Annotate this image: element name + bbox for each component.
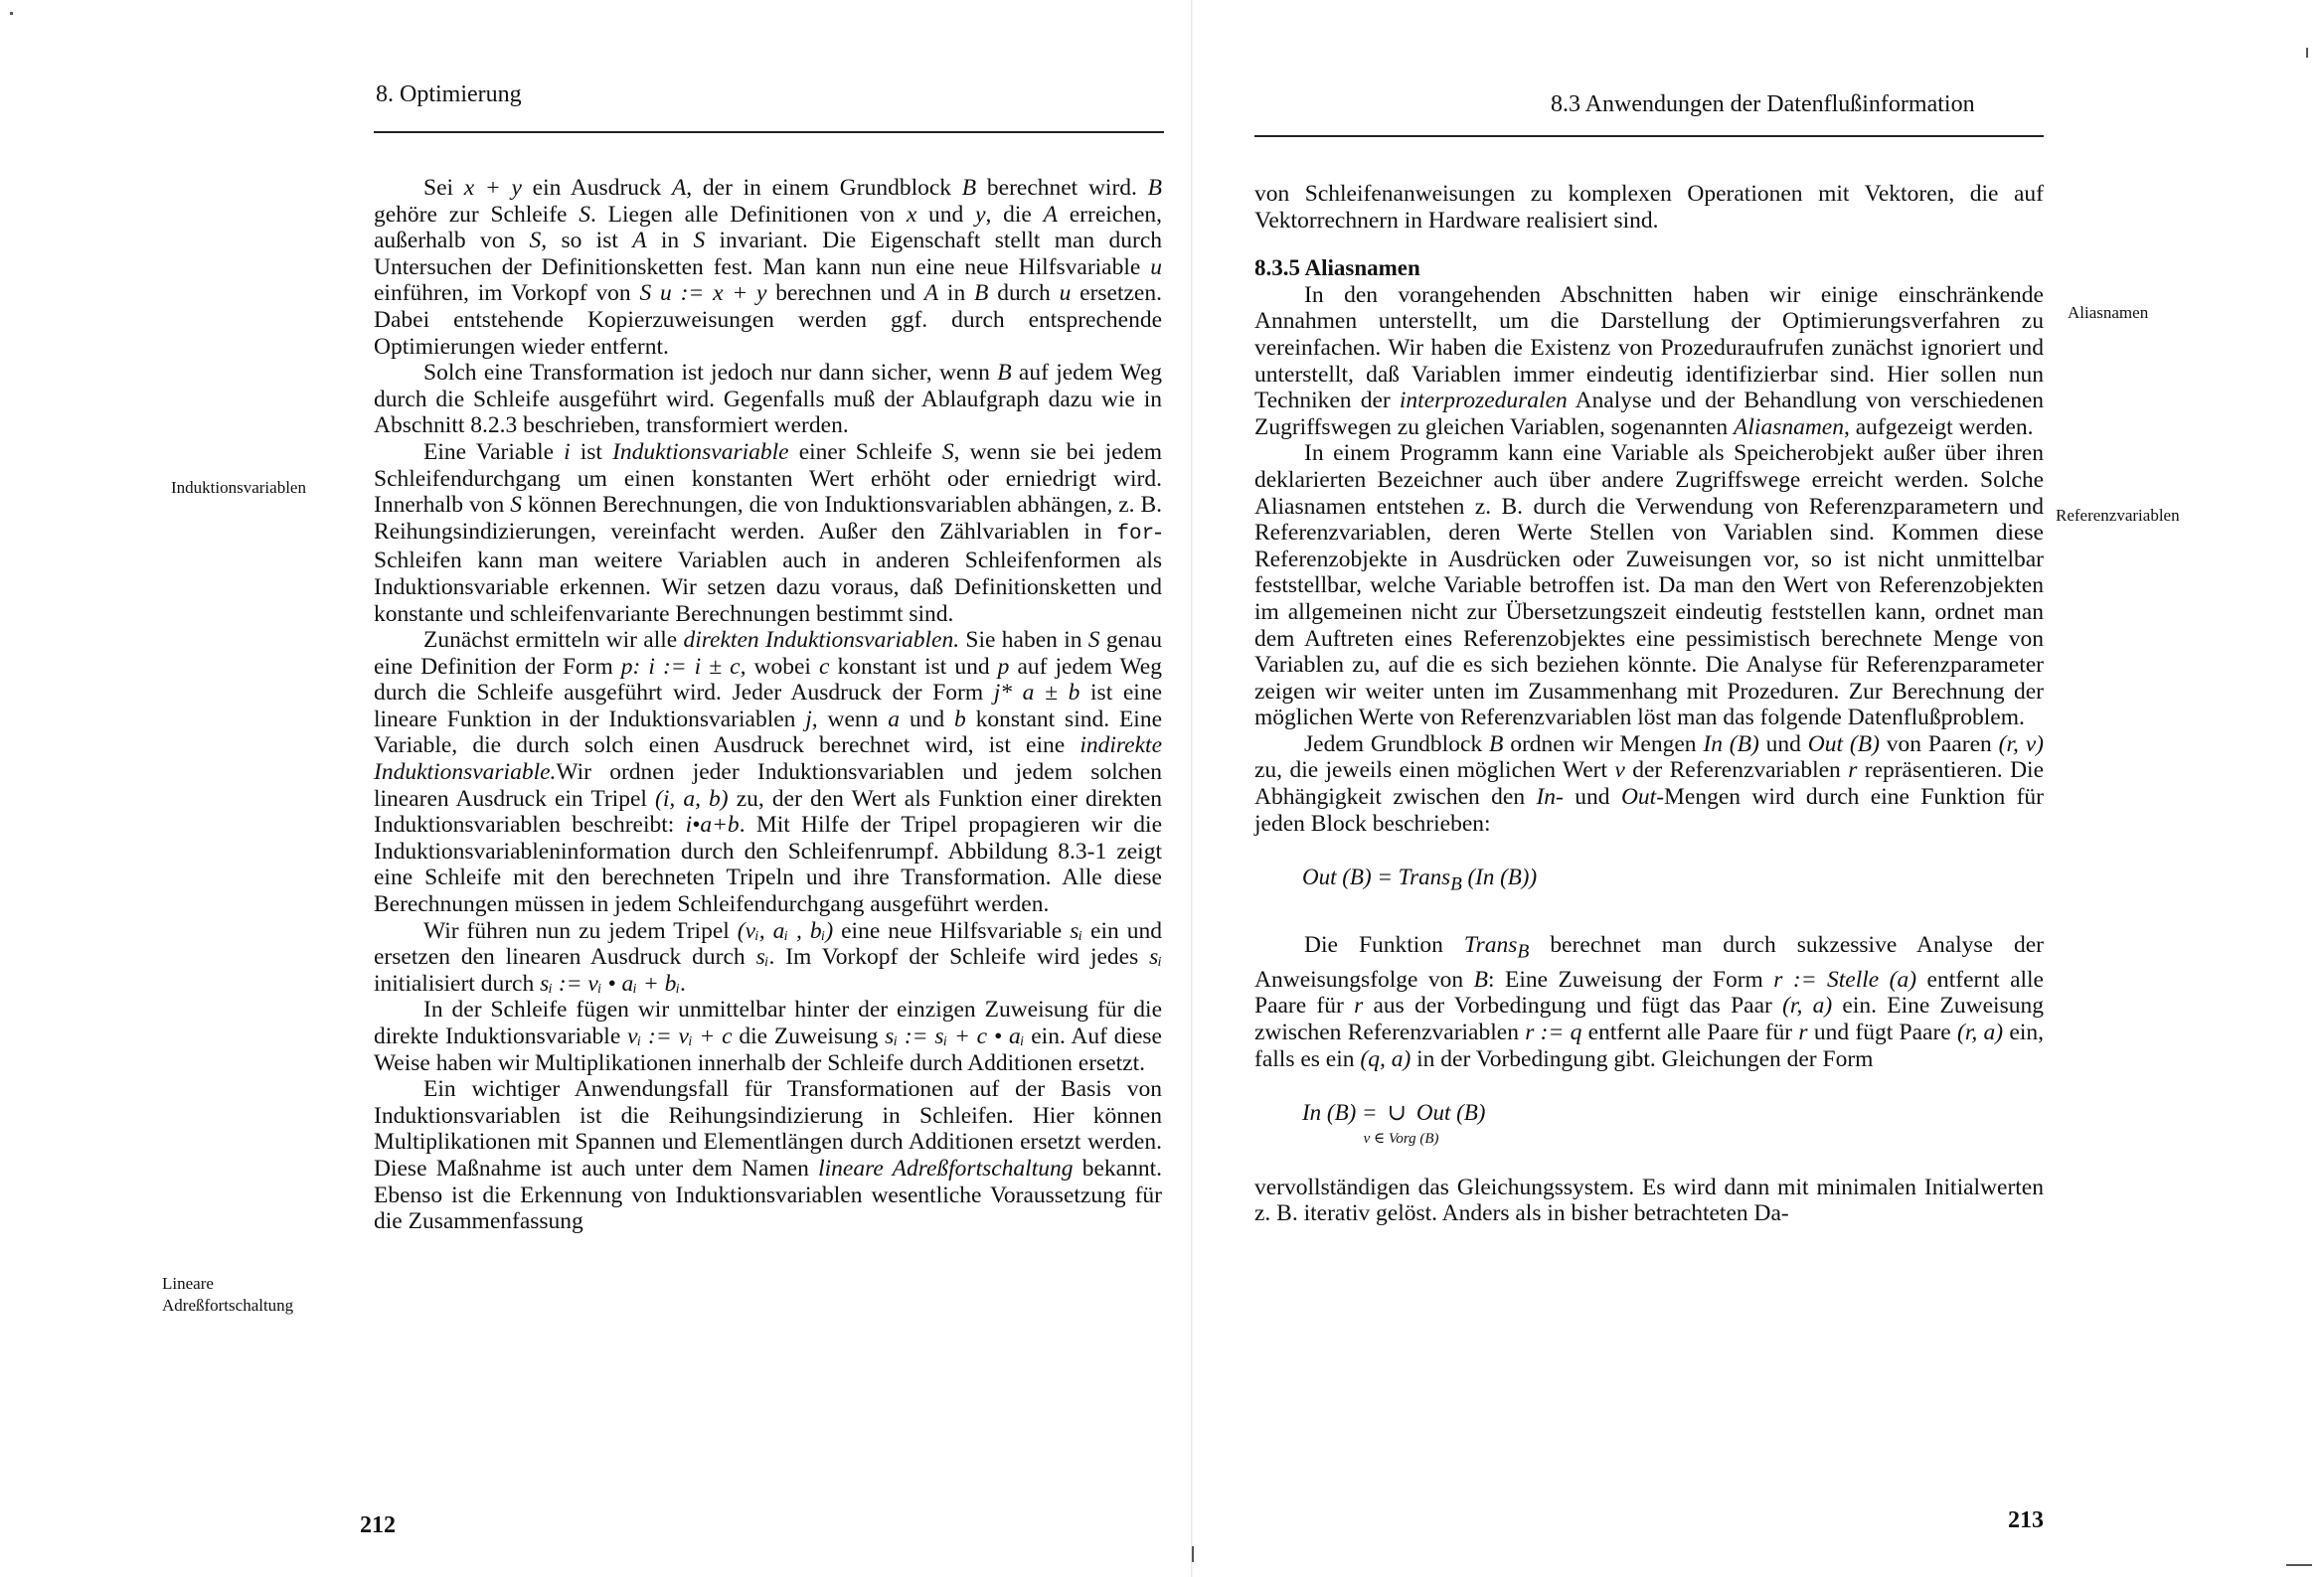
scan-speck <box>2286 1564 2312 1566</box>
scan-speck <box>1192 1546 1194 1562</box>
paragraph-loop-insertion: In der Schleife fügen wir unmittelbar hinter der einzigen Zuweisung für die direkte Induktionsvariable vᵢ := vᵢ + c die Zuweisung sᵢ := sᵢ + c • aᵢ ein. Auf diese Weise haben wir Multiplikationen innerhalb der Schleife durch Additionen ersetzt. <box>374 997 1162 1076</box>
margin-note-adressfortschaltung: Adreßfortschaltung <box>162 1296 294 1315</box>
paragraph-reference-variables: In einem Programm kann eine Variable als Speicherobjekt außer über ihren deklarierten Bezeichner auch über andere Zugriffswege erreicht werden. Solche Aliasnamen entstehen z. B. durch die Verwendung von Referenzparametern und Referenzvariablen, deren Werte Stellen von Variablen sind. Kommen diese Referenzobjekte in Ausdrücken oder Zuweisungen vor, so ist nicht unmittelbar feststellbar, welche Variable betroffen ist. Da man den Wert von Referenzobjekten im allgemeinen nicht zur Übersetzungszeit eindeutig feststellen kann, ordnet man dem Auftreten eines Referenzobjektes eine pessimistisch berechnete Menge von Variablen zu, auf die es sich beziehen könnte. Die Analyse für Referenzparameter zeigen wir weiter unten im Zusammenhang mit Prozeduren. Zur Berechnung der möglichen Werte von Referenzvariablen löst man das folgende Datenflußproblem. <box>1254 440 2044 731</box>
paragraph-vector-operations: von Schleifenanweisungen zu komplexen Operationen mit Vektoren, die auf Vektorrechnern in Hardware realisiert sind. <box>1254 181 2044 234</box>
section-title-aliasnamen: 8.3.5 Aliasnamen <box>1254 255 1420 281</box>
paragraph-auxiliary-variables: Wir führen nun zu jedem Tripel (vᵢ, aᵢ , bᵢ) eine neue Hilfsvariable sᵢ ein und ersetzen den linearen Ausdruck durch sᵢ. Im Vorkopf der Schleife wird jedes sᵢ initialisiert durch sᵢ := vᵢ • aᵢ + bᵢ. <box>374 917 1162 997</box>
paragraph-in-out-sets: Jedem Grundblock B ordnen wir Mengen In (B) und Out (B) von Paaren (r, v) zu, die jeweils einen möglichen Wert v der Referenzvariablen r repräsentieren. Die Abhängigkeit zwischen den In- und Out-Mengen wird durch eine Funktion für jeden Block beschrieben: <box>1254 730 2045 837</box>
right-running-header: 8.3 Anwendungen der Datenflußinformation <box>1551 91 1975 117</box>
left-page-number: 212 <box>360 1512 396 1538</box>
formula-out-trans: Out (B) = Trans$_B$ (In (B)) <box>1302 865 1538 895</box>
formula-in-union: In (B) = ∪ v ∈ Vorg (B) Out (B) <box>1302 1100 1486 1148</box>
scan-speck <box>10 12 13 15</box>
left-header-rule <box>374 131 1164 133</box>
scan-speck <box>2306 48 2308 58</box>
right-page-number: 213 <box>2008 1507 2044 1533</box>
paragraph-interprocedural: In den vorangehenden Abschnitten haben wir einige einschränkende Annahmen unterstellt, um die Darstellung der Optimierungsverfahren zu vereinfachen. Wir haben die Existenz von Prozeduraufrufen zunächst ignoriert und unterstellt, daß Variablen immer eindeutig identifizierbar sind. Hier sollen nun Techniken der interprozeduralen Analyse und der Behandlung von verschiedenen Zugriffswegen zu gleichen Variablen, sogenannten Aliasnamen, aufgezeigt werden. <box>1254 281 2044 440</box>
right-header-rule <box>1254 135 2044 137</box>
right-text-column <box>1254 181 2044 1227</box>
left-running-header: 8. Optimierung <box>376 81 522 107</box>
margin-note-induktionsvariablen: Induktionsvariablen <box>171 478 306 497</box>
margin-note-referenzvariablen: Referenzvariablen <box>2056 506 2180 525</box>
paragraph-equation-system: vervollständigen das Gleichungssystem. Es wird dann mit minimalen Initialwerten z. B. iterativ gelöst. Anders als in bisher betrachteten Da- <box>1254 1174 2044 1227</box>
margin-note-aliasnamen: Aliasnamen <box>2068 303 2149 322</box>
paragraph-transformation-safety: Solch eine Transformation ist jedoch nur dann sicher, wenn B auf jedem Weg durch die Schleife ausgeführt wird. Gegenfalls muß der Ablaufgraph dazu wie in Abschnitt 8.2.3 beschrieben, transformiert werden. <box>374 360 1162 439</box>
right-page <box>1193 0 2324 1577</box>
union-operator: ∪ v ∈ Vorg (B) <box>1363 1100 1439 1148</box>
left-text-column <box>374 175 1162 1235</box>
paragraph-induction-variable-definition: Eine Variable i ist Induktionsvariable einer Schleife S, wenn sie bei jedem Schleifendurchgang um einen konstanten Wert erhöht oder erniedrigt wird. Innerhalb von S können Berechnungen, die von Induktionsvariablen abhängen, z. B. Reihungsindizierungen, vereinfacht werden. Außer den Zählvariablen in for-Schleifen kann man weitere Variablen auch in anderen Schleifenformen als Induktionsvariable erkennen. Wir setzen dazu voraus, daß Definitionsketten und konstante und schleifenvariante Berechnungen bestimmt sind. <box>374 438 1163 627</box>
paragraph-direct-induction-variables: Zunächst ermitteln wir alle direkten Induktionsvariablen. Sie haben in S genau eine Definition der Form p: i := i ± c, wobei c konstant ist und p auf jedem Weg durch die Schleife ausgeführt wird. Jeder Ausdruck der Form j* a ± b ist eine lineare Funktion in der Induktionsvariablen j, wenn a und b konstant sind. Eine Variable, die durch solch einen Ausdruck berechnet wird, ist eine indirekte Induktionsvariable.Wir ordnen jeder Induktionsvariablen und jedem solchen linearen Ausdruck ein Tripel (i, a, b) zu, der den Wert als Funktion einer direkten Induktionsvariablen beschreibt: i•a+b. Mit Hilfe der Tripel propagieren wir die Induktionsvariableninformation durch den Schleifenrumpf. Abbildung 8.3-1 zeigt eine Schleife mit den berechneten Tripeln und ihre Transformation. Alle diese Berechnungen müssen in jedem Schleifendurchgang ausgeführt werden. <box>374 627 1163 918</box>
paragraph-array-indexing: Ein wichtiger Anwendungsfall für Transformationen auf der Basis von Induktionsvariablen ist die Reihungsindizierung in Schleifen. Hier können Multiplikationen mit Spannen und Elementlängen durch Additionen ersetzt werden. Diese Maßnahme ist auch unter dem Namen lineare Adreßfortschaltung bekannt. Ebenso ist die Erkennung von Induktionsvariablen wesentliche Voraussetzung für die Zusammenfassung <box>374 1076 1162 1235</box>
paragraph-trans-function: Die Funktion Trans$_B$ berechnet man durch sukzessive Analyse der Anweisungsfolge von B: Eine Zuweisung der Form r := Stelle (a) entfernt alle Paare für r aus der Vorbedingung und fügt das Paar (r, a) ein. Eine Zuweisung zwischen Referenzvariablen r := q entfernt alle Paare für r und fügt Paare (r, a) ein, falls es ein (q, a) in der Vorbedingung gibt. Gleichungen der Form <box>1254 932 2044 1072</box>
paragraph-invariant-expression: Sei x + y ein Ausdruck A, der in einem Grundblock B berechnet wird. B gehöre zur Schleife S. Liegen alle Definitionen von x und y, die A erreichen, außerhalb von S, so ist A in S invariant. Die Eigenschaft stellt man durch Untersuchen der Definitionsketten fest. Man kann nun eine neue Hilfsvariable u einführen, im Vorkopf von S u := x + y berechnen und A in B durch u ersetzen. Dabei entstehende Kopierzuweisungen werden ggf. durch entsprechende Optimierungen wieder entfernt. <box>374 175 1163 360</box>
margin-note-lineare: Lineare <box>162 1274 214 1293</box>
